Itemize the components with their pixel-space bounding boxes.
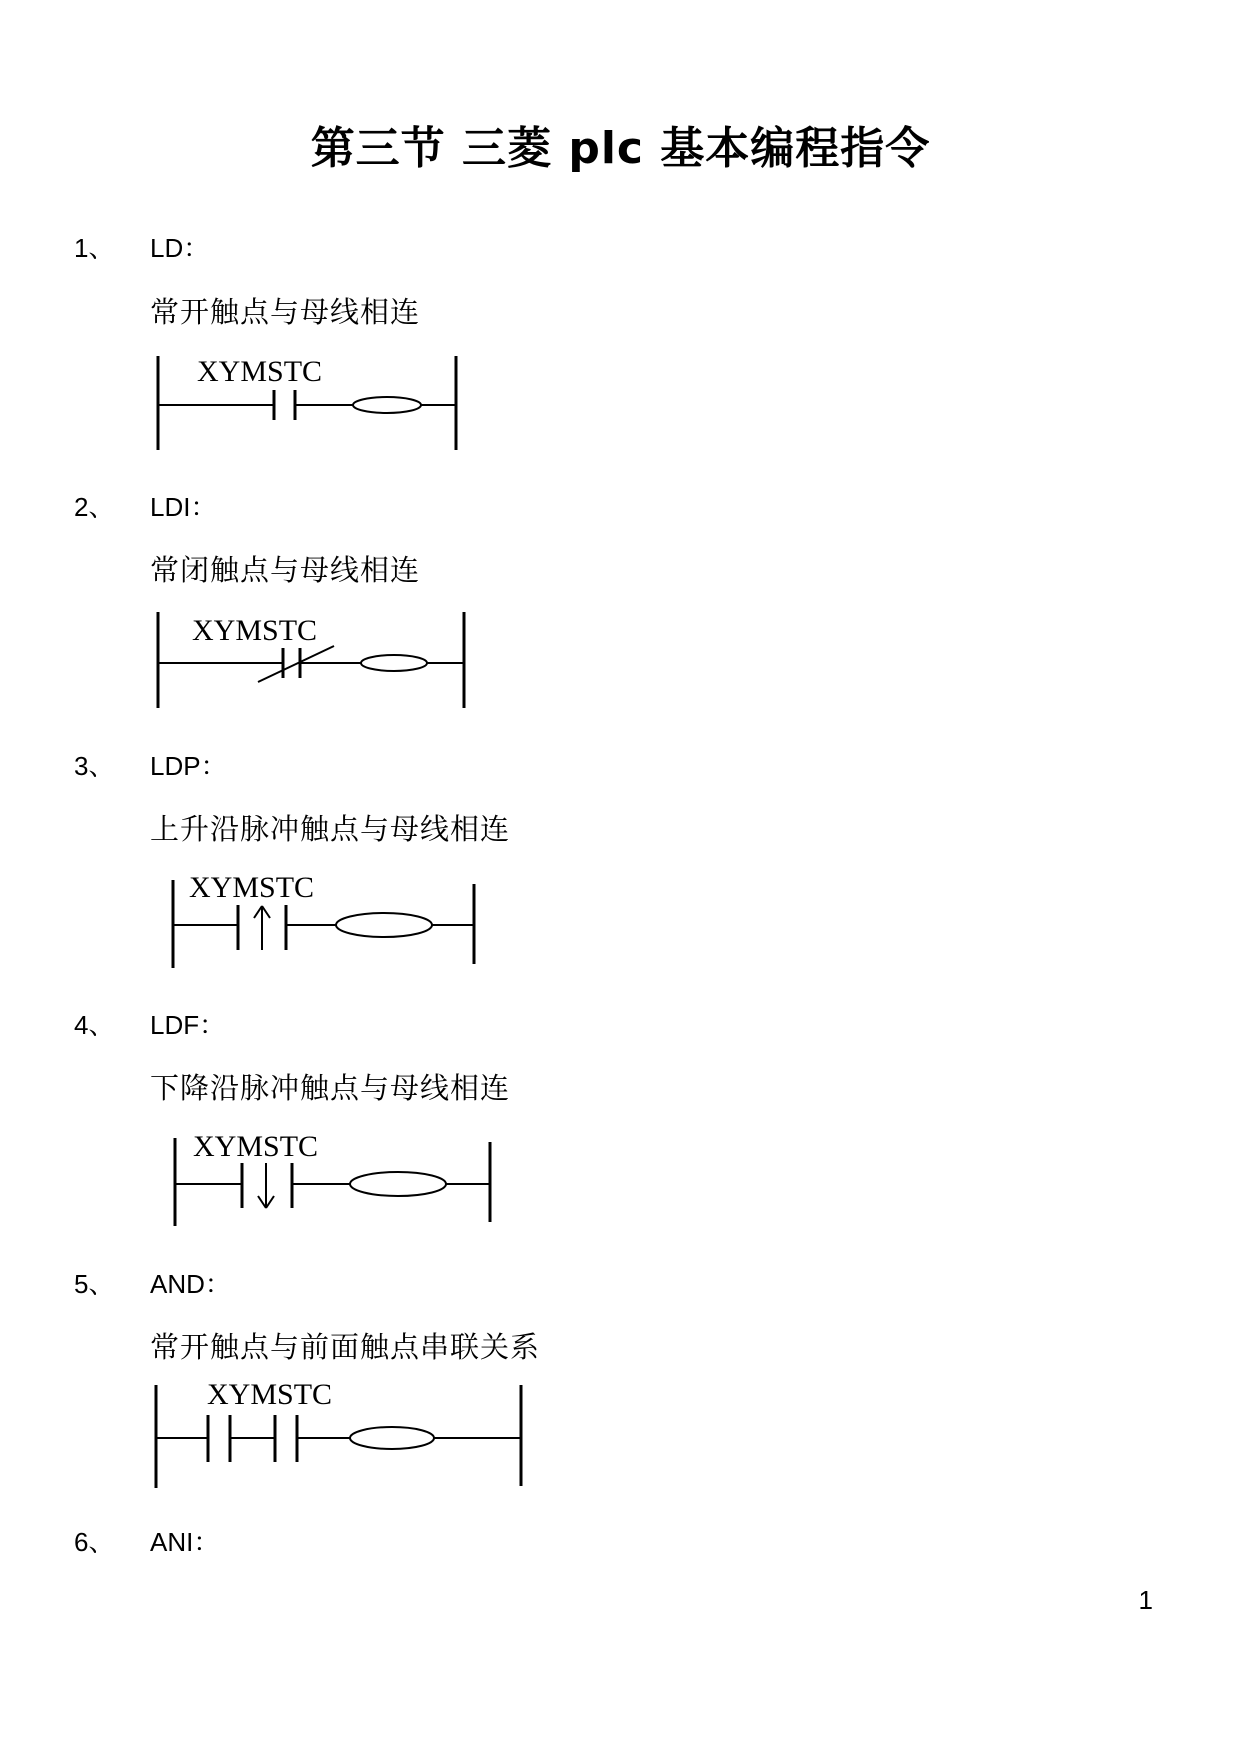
instruction-name: ANI： [150, 1527, 220, 1557]
output-coil [361, 655, 427, 671]
device-label: XYMSTC [193, 1130, 319, 1163]
ladder-diagram-ldf [175, 1130, 490, 1226]
item-number: 6、 [74, 1527, 115, 1557]
device-label: XYMSTC [207, 1378, 333, 1411]
instruction-description: 常闭触点与母线相连 [150, 553, 421, 587]
item-number: 1、 [74, 233, 115, 263]
output-coil [350, 1172, 446, 1196]
instruction-name: LDP： [150, 751, 227, 781]
instruction-name: LDF： [150, 1010, 226, 1040]
ladder-diagram-and [156, 1378, 521, 1488]
output-coil [353, 397, 421, 413]
item-number: 5、 [74, 1269, 115, 1299]
instruction-description: 上升沿脉冲触点与母线相连 [150, 812, 511, 846]
item-number: 4、 [74, 1010, 115, 1040]
instruction-description: 下降沿脉冲触点与母线相连 [150, 1071, 511, 1105]
device-label: XYMSTC [197, 355, 323, 388]
ladder-diagram-ldp [173, 871, 474, 968]
page-number: 1 [1138, 1585, 1153, 1615]
item-number: 3、 [74, 751, 115, 781]
device-label: XYMSTC [189, 871, 315, 904]
ladder-diagram-ldi [158, 612, 464, 708]
instruction-description: 常开触点与母线相连 [150, 295, 421, 329]
instruction-name: LD： [150, 233, 210, 263]
ladder-diagram-ld [158, 355, 456, 450]
page-title: 第三节 三菱 plc 基本编程指令 [310, 123, 931, 174]
instruction-name: AND： [150, 1269, 231, 1299]
instruction-name: LDI： [150, 492, 217, 522]
item-number: 2、 [74, 492, 115, 522]
output-coil [336, 913, 432, 937]
device-label: XYMSTC [192, 614, 318, 647]
output-coil [350, 1427, 434, 1449]
instruction-description: 常开触点与前面触点串联关系 [150, 1330, 541, 1364]
